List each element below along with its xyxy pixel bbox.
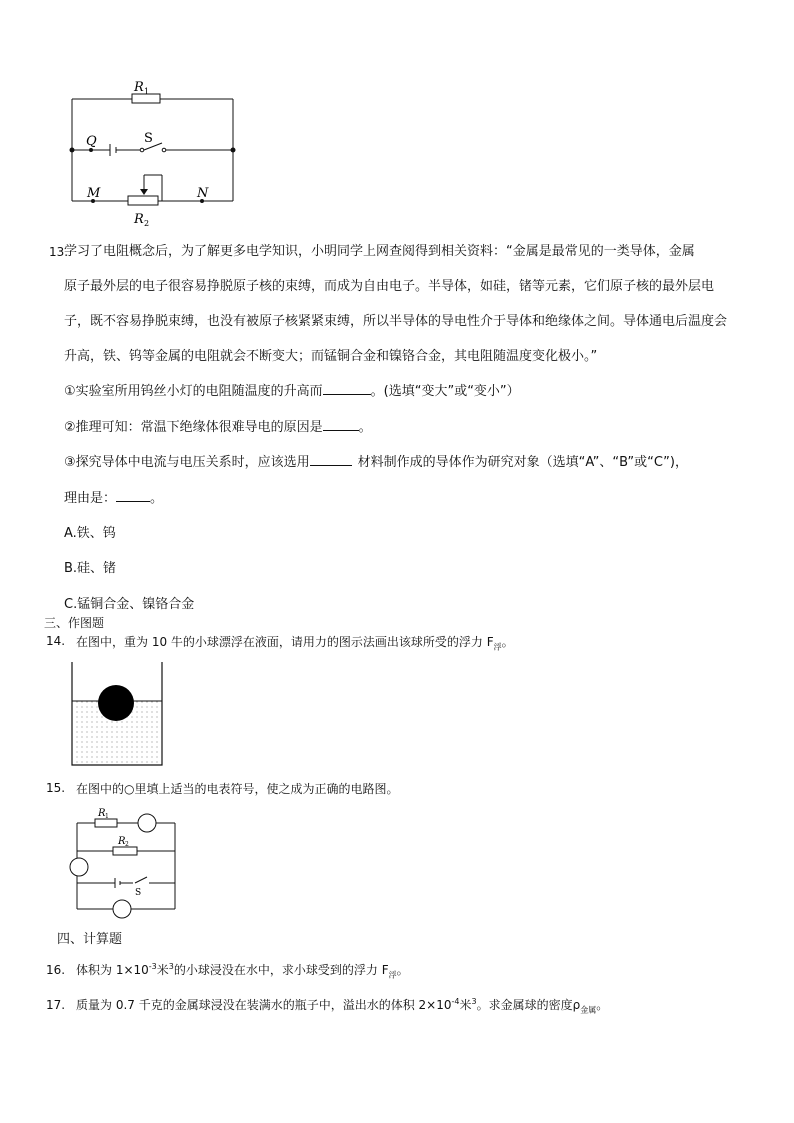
label-r2-sub: 2 [125,841,129,848]
question-text [76,996,608,1015]
label-r2: R [134,212,144,227]
label-r1-sub: 1 [144,87,150,96]
meter-circle[interactable] [70,858,88,876]
superscript: 3 [168,962,174,971]
label-s: S [135,888,142,898]
label-r2: R [118,836,126,847]
reason-line [64,491,163,507]
subscript: 金属 [580,1005,597,1015]
circuit-figure-top [60,75,250,230]
floating-ball [98,685,134,721]
question-text [76,961,409,980]
question-text-part: 在图中，重为 10 牛的小球漂浮在液面，请用力的图示法画出该球所受的浮力 F [76,635,494,649]
question-text-line: 子，既不容易挣脱束缚，也没有被原子核紧紧束缚，所以半导体的导电性介于导体和绝缘体之间。导体通电后温度会 [64,314,728,329]
question-text-part: 体积为 1×10 [76,963,149,977]
question-text-part: 。 [501,635,514,649]
superscript: 3 [471,997,477,1006]
question-number: 15. [46,781,66,795]
meter-circle[interactable] [113,900,131,918]
meter-circle[interactable] [138,814,156,832]
sub-question-text: 。(选填“变大”或“变小”） [370,384,520,399]
option-c[interactable]: C.锰铜合金、镍铬合金 [64,597,195,612]
label-r2-sub: 2 [144,219,150,228]
answer-blank[interactable] [323,384,371,395]
question-text-part: 。求金属球的密度ρ [476,998,581,1012]
rheostat-r2 [128,196,158,205]
option-a[interactable]: A.铁、钨 [64,526,116,541]
circuit-figure-q15 [65,805,185,920]
question-number: 14. [46,634,66,648]
label-r1: R [98,808,106,819]
question-text-part: 米 [459,998,472,1012]
sub-question-text: ①实验室所用钨丝小灯的电阻随温度的升高而 [64,384,323,399]
reason-end: 。 [150,491,164,506]
question-text-part: 。 [596,998,609,1012]
resistor-r2 [113,847,137,855]
question-text-part: 质量为 0.7 千克的金属球浸没在装满水的瓶子中，溢出水的体积 2×10 [76,998,452,1012]
option-b[interactable]: B.硅、锗 [64,561,117,576]
label-s: S [144,131,153,146]
label-r1-sub: 1 [105,813,109,820]
question-text-line: 原子最外层的电子很容易挣脱原子核的束缚，而成为自由电子。半导体，如硅，锗等元素，它们原子核的最外层电 [64,279,715,294]
subscript: 浮 [493,642,502,652]
resistor-r1 [95,819,117,827]
label-m: M [87,186,101,201]
label-r1: R [134,80,144,95]
question-text [76,633,514,652]
beaker-figure [70,660,166,770]
sub-question-1 [64,384,520,400]
sub-question-2 [64,420,372,436]
sub-question-3 [64,455,688,471]
question-text-part: 。 [396,963,409,977]
question-text-part: 米 [156,963,169,977]
question-text: 在图中的○里填上适当的电表符号，使之成为正确的电路图。 [76,782,399,796]
sub-question-text: 材料制作成的导体作为研究对象（选填“A”、“B”或“C”)， [357,455,688,470]
answer-blank[interactable] [116,491,150,502]
superscript: -4 [451,997,460,1006]
label-n: N [197,186,209,201]
answer-blank[interactable] [310,455,352,466]
question-text-line: 升高，铁、钨等金属的电阻就会不断变大；而锰铜合金和镍铬合金，其电阻随温度变化极小。” [64,349,598,364]
section-heading: 三、作图题 [44,616,105,630]
switch-s [135,877,147,883]
sub-question-text: ②推理可知：常温下绝缘体很难导电的原因是 [64,420,323,435]
question-number: 16. [46,963,66,977]
subscript: 浮 [388,970,397,980]
answer-blank[interactable] [323,420,359,431]
superscript: -3 [148,962,157,971]
question-text-part: 的小球浸没在水中，求小球受到的浮力 F [173,963,389,977]
reason-label: 理由是： [64,491,117,506]
label-q: Q [86,134,97,149]
question-text-line: 学习了电阻概念后，为了解更多电学知识，小明同学上网查阅得到相关资料：“金属是最常见的一类导体，金属 [64,244,695,259]
question-number: 17. [46,998,66,1012]
sub-question-text: ③探究导体中电流与电压关系时，应该选用 [64,455,310,470]
sub-question-text: 。 [358,420,372,435]
question-number: 13. [49,245,69,259]
section-heading: 四、计算题 [57,932,123,947]
